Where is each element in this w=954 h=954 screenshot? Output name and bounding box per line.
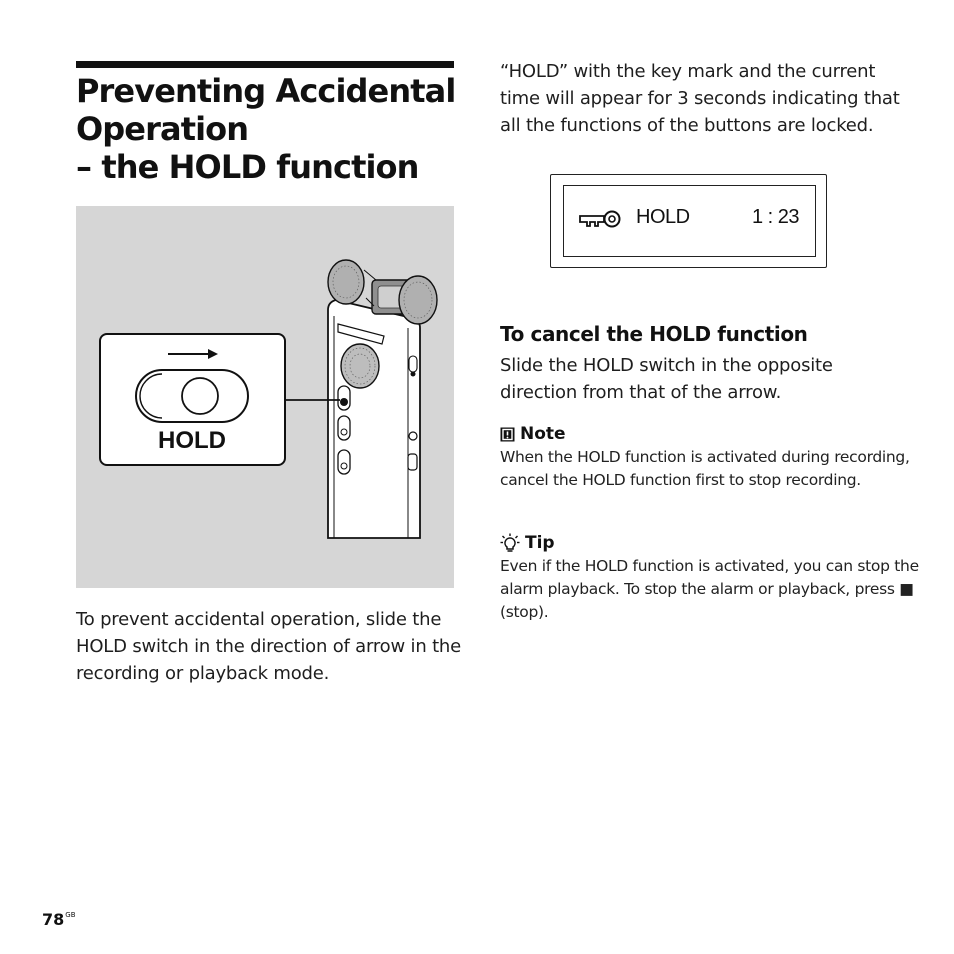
hold-display-paragraph: “HOLD” with the key mark and the current time will appear for 3 seconds indicating that all the functions of the buttons are locked.: [500, 61, 900, 136]
title-line-3: – the HOLD function: [76, 148, 419, 186]
page-title: [76, 72, 466, 186]
hold-switch-callout: [100, 334, 285, 465]
lcd-screen: [563, 185, 816, 257]
tip-heading: [500, 532, 555, 554]
key-icon: [578, 210, 622, 228]
intro-paragraph: To prevent accidental operation, slide the HOLD switch in the direction of arrow in the recording or playback mode.: [76, 609, 462, 684]
lcd-display: [550, 174, 827, 268]
tip-heading-label: Tip: [525, 533, 555, 553]
tip-paragraph: Even if the HOLD function is activated, you can stop the alarm playback. To stop the alarm or playback, press ■ (stop).: [500, 557, 919, 621]
lcd-hold-label: HOLD: [636, 206, 690, 228]
cancel-heading: To cancel the HOLD function: [500, 322, 808, 346]
page-number-value: 78: [42, 910, 65, 929]
page-number-suffix: GB: [65, 911, 76, 919]
lcd-time-readout: 1 : 23: [752, 206, 800, 228]
note-heading: [500, 423, 566, 445]
cancel-paragraph: Slide the HOLD switch in the opposite direction from that of the arrow.: [500, 355, 833, 403]
page-number: [42, 910, 76, 929]
title-rule: [76, 61, 454, 68]
hold-switch-illustration: [76, 206, 454, 588]
note-paragraph: When the HOLD function is activated during recording, cancel the HOLD function first to stop recording.: [500, 448, 910, 489]
recorder-device: [328, 260, 437, 538]
slide-switch-knob: [182, 378, 218, 414]
hold-switch-label: HOLD: [158, 427, 226, 454]
lightbulb-icon: [500, 533, 520, 553]
title-line-2: Operation: [76, 110, 249, 148]
title-line-1: Preventing Accidental: [76, 72, 456, 110]
note-heading-label: Note: [520, 424, 566, 444]
note-icon: [500, 427, 515, 442]
